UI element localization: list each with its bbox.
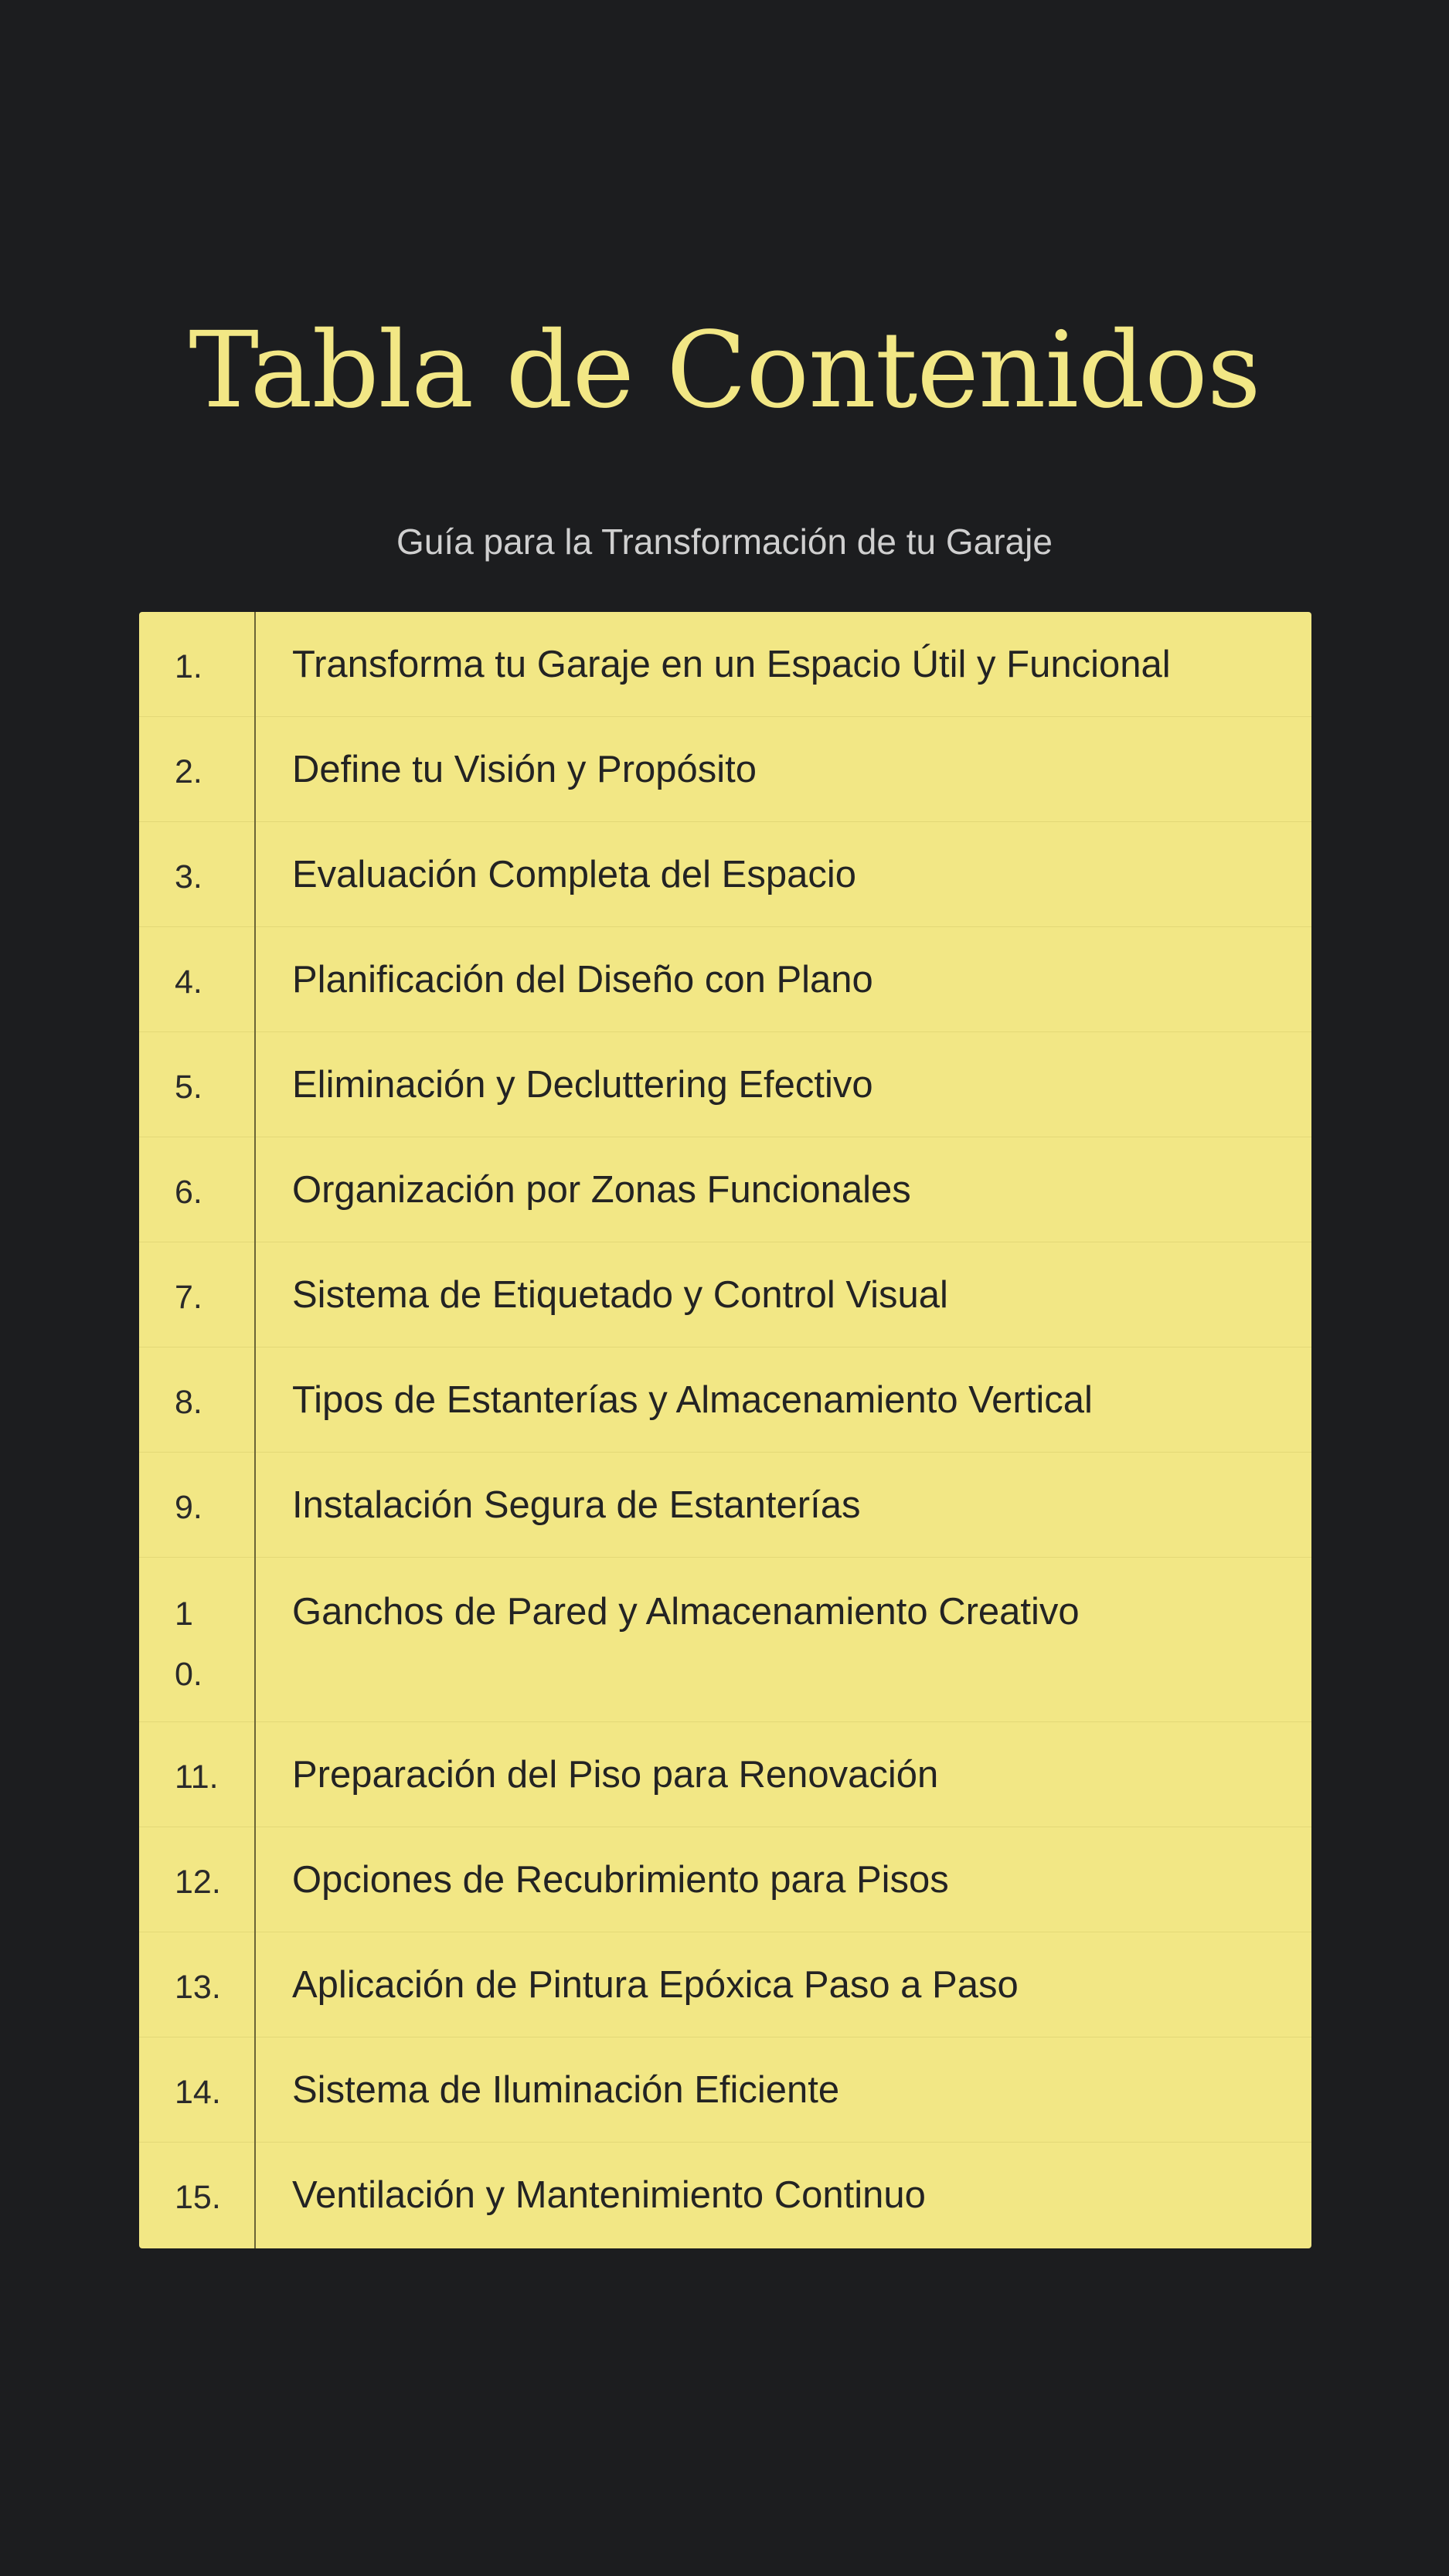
toc-row bbox=[139, 1932, 1311, 2037]
toc-entry: Ventilación y Mantenimiento Continuo bbox=[292, 2174, 926, 2216]
toc-number: 13. bbox=[175, 1969, 221, 2006]
toc-row bbox=[139, 2037, 1311, 2143]
toc-entry: Evaluación Completa del Espacio bbox=[292, 854, 856, 895]
toc-row bbox=[139, 1558, 1311, 1722]
toc-entry: Eliminación y Decluttering Efectivo bbox=[292, 1064, 873, 1106]
toc-entry: Transforma tu Garaje en un Espacio Útil y Funcional bbox=[292, 644, 1171, 685]
toc-number: 14. bbox=[175, 2074, 221, 2111]
toc-number: 8. bbox=[175, 1384, 202, 1421]
toc-number: 9. bbox=[175, 1489, 202, 1526]
toc-row bbox=[139, 1347, 1311, 1453]
toc-row bbox=[139, 1453, 1311, 1558]
toc-row bbox=[139, 822, 1311, 927]
toc-number: 15. bbox=[175, 2179, 221, 2216]
toc-entry: Tipos de Estanterías y Almacenamiento Vertical bbox=[292, 1379, 1093, 1421]
toc-entry: Ganchos de Pared y Almacenamiento Creativo bbox=[292, 1591, 1080, 1633]
toc-number: 3. bbox=[175, 858, 202, 895]
toc-entry: Instalación Segura de Estanterías bbox=[292, 1484, 861, 1526]
toc-number: 6. bbox=[175, 1174, 202, 1211]
toc-entry: Planificación del Diseño con Plano bbox=[292, 959, 873, 1001]
toc-row bbox=[139, 1137, 1311, 1242]
toc-entry: Preparación del Piso para Renovación bbox=[292, 1754, 939, 1796]
toc-entry: Opciones de Recubrimiento para Pisos bbox=[292, 1859, 949, 1901]
toc-number: 12. bbox=[175, 1864, 221, 1901]
toc-number: 1. bbox=[175, 648, 202, 685]
toc-number: 5. bbox=[175, 1069, 202, 1106]
toc-row bbox=[139, 927, 1311, 1032]
page-title: Tabla de Contenidos bbox=[189, 310, 1260, 432]
toc-row bbox=[139, 1722, 1311, 1827]
toc-row bbox=[139, 1032, 1311, 1137]
toc-column-divider bbox=[254, 612, 256, 2248]
toc-row bbox=[139, 1242, 1311, 1347]
toc-entry: Sistema de Iluminación Eficiente bbox=[292, 2069, 840, 2111]
toc-row bbox=[139, 1827, 1311, 1932]
toc-entry: Sistema de Etiquetado y Control Visual bbox=[292, 1274, 948, 1316]
toc-row bbox=[139, 717, 1311, 822]
toc-row bbox=[139, 612, 1311, 717]
toc-row bbox=[139, 2143, 1311, 2248]
toc-number: 11. bbox=[175, 1759, 219, 1796]
toc-entry: Define tu Visión y Propósito bbox=[292, 749, 757, 790]
toc-number: 7. bbox=[175, 1279, 202, 1316]
toc-number: 10. bbox=[175, 1596, 202, 1693]
toc-entry: Aplicación de Pintura Epóxica Paso a Paso bbox=[292, 1964, 1019, 2006]
toc-entry: Organización por Zonas Funcionales bbox=[292, 1169, 911, 1211]
toc-number: 2. bbox=[175, 753, 202, 790]
page-subtitle: Guía para la Transformación de tu Garaje bbox=[396, 522, 1053, 562]
toc-number: 4. bbox=[175, 963, 202, 1001]
toc-table bbox=[139, 612, 1311, 2248]
